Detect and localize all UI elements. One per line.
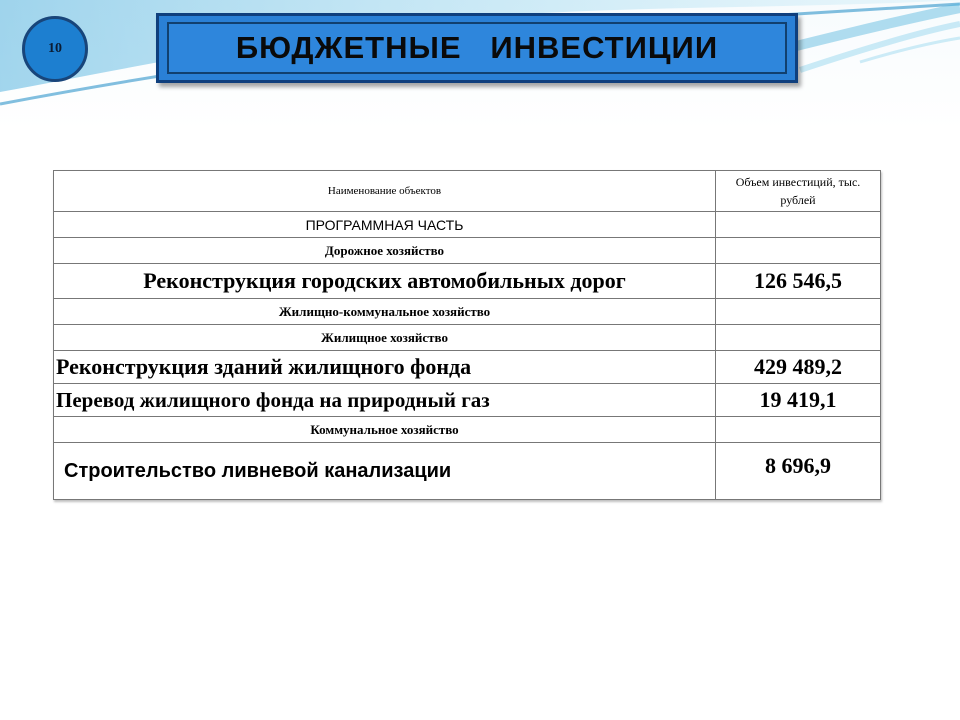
title-banner xyxy=(156,13,798,83)
table-row xyxy=(54,299,881,325)
table-row xyxy=(54,238,881,264)
row-name: Строительство ливневой канализации xyxy=(54,443,716,500)
row-name: ПРОГРАММНАЯ ЧАСТЬ xyxy=(54,212,716,238)
table-row xyxy=(54,351,881,384)
row-value: 19 419,1 xyxy=(716,384,881,417)
table-row xyxy=(54,325,881,351)
row-name: Жилищно-коммунальное хозяйство xyxy=(54,299,716,325)
row-name: Реконструкция городских автомобильных дорог xyxy=(54,264,716,299)
row-value: 126 546,5 xyxy=(716,264,881,299)
slide-title: БЮДЖЕТНЫЕ ИНВЕСТИЦИИ xyxy=(235,30,719,65)
table-row xyxy=(54,384,881,417)
row-value xyxy=(716,325,881,351)
table-row xyxy=(54,417,881,443)
row-value xyxy=(716,417,881,443)
title-banner-inner xyxy=(167,22,787,74)
row-value xyxy=(716,212,881,238)
table-row xyxy=(54,264,881,299)
row-value: 429 489,2 xyxy=(716,351,881,384)
row-name: Перевод жилищного фонда на природный газ xyxy=(54,384,716,417)
row-name: Реконструкция зданий жилищного фонда xyxy=(54,351,716,384)
row-name: Коммунальное хозяйство xyxy=(54,417,716,443)
header-volume: Объем инвестиций, тыс. рублей xyxy=(716,171,881,212)
header-name: Наименование объектов xyxy=(54,171,716,212)
table-row xyxy=(54,443,881,500)
page-number-badge xyxy=(22,16,88,82)
investment-table xyxy=(53,170,881,500)
row-value xyxy=(716,299,881,325)
row-value xyxy=(716,238,881,264)
table-header-row xyxy=(54,171,881,212)
row-value: 8 696,9 xyxy=(716,443,881,500)
page-number: 10 xyxy=(48,41,62,56)
row-name: Жилищное хозяйство xyxy=(54,325,716,351)
row-name: Дорожное хозяйство xyxy=(54,238,716,264)
table-row xyxy=(54,212,881,238)
